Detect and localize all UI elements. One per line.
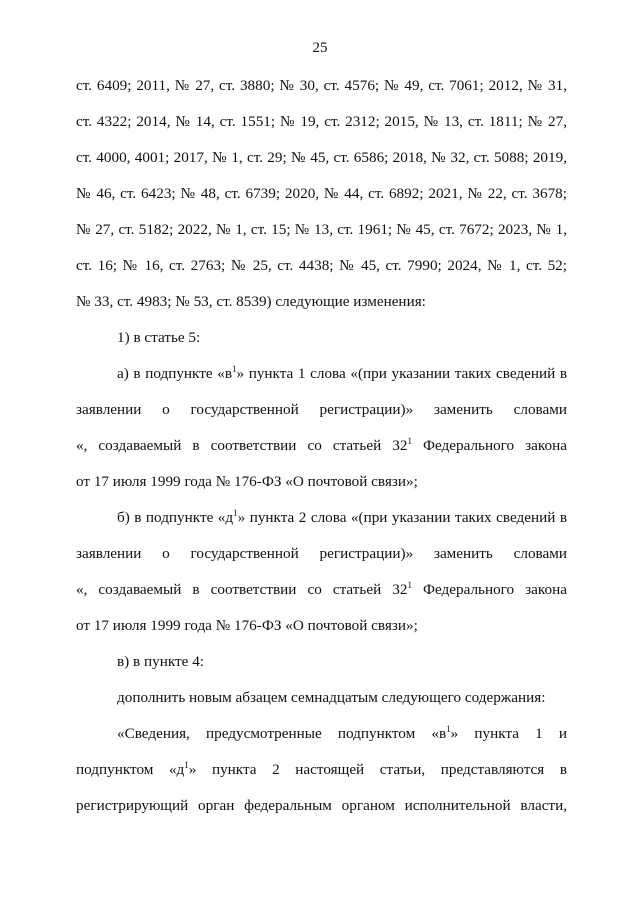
text-line: заявлении о государственной регистрации)» заменить словами: [76, 401, 567, 418]
text-segment: «, создаваемый в соответствии со статьей 32: [76, 437, 408, 454]
text-segment: «, создаваемый в соответствии со статьей 32: [76, 581, 408, 598]
text-segment: Федерального закона: [411, 581, 567, 598]
text-line: от 17 июля 1999 года № 176-ФЗ «О почтовой связи»;: [76, 617, 418, 634]
text-line: [76, 500, 567, 536]
text-line: № 33, ст. 4983; № 53, ст. 8539) следующие изменения:: [76, 293, 426, 310]
text-line: в) в пункте 4:: [117, 653, 205, 670]
text-line: [76, 572, 567, 608]
text-segment: Федерального закона: [411, 437, 567, 454]
superscript: 1: [446, 724, 451, 734]
text-line: ст. 4000, 4001; 2017, № 1, ст. 29; № 45, ст. 6586; 2018, № 32, ст. 5088; 2019,: [76, 149, 567, 166]
text-segment: » пункта 2 настоящей статьи, представляются в: [188, 761, 567, 778]
superscript: 1: [407, 580, 412, 590]
text-line: ст. 4322; 2014, № 14, ст. 1551; № 19, ст. 2312; 2015, № 13, ст. 1811; № 27,: [76, 113, 567, 130]
text-line: заявлении о государственной регистрации)» заменить словами: [76, 545, 567, 562]
text-line: № 46, ст. 6423; № 48, ст. 6739; 2020, № 44, ст. 6892; 2021, № 22, ст. 3678;: [76, 185, 567, 202]
text-segment: «Сведения, предусмотренные подпунктом «в: [117, 725, 447, 742]
text-line: ст. 16; № 16, ст. 2763; № 25, ст. 4438; № 45, ст. 7990; 2024, № 1, ст. 52;: [76, 257, 567, 274]
text-segment: а) в подпункте «в: [117, 365, 232, 382]
text-segment: подпунктом «д: [76, 761, 185, 778]
text-segment: » пункта 1 и: [450, 725, 567, 742]
text-line: ст. 6409; 2011, № 27, ст. 3880; № 30, ст. 4576; № 49, ст. 7061; 2012, № 31,: [76, 77, 567, 94]
text-segment: » пункта 1 слова «(при указании таких сведений в: [236, 365, 567, 382]
superscript: 1: [233, 508, 238, 518]
text-segment: б) в подпункте «д: [117, 509, 234, 526]
superscript: 1: [407, 436, 412, 446]
text-segment: » пункта 2 слова «(при указании таких сведений в: [237, 509, 567, 526]
text-line: 1) в статье 5:: [117, 329, 201, 346]
text-line: дополнить новым абзацем семнадцатым следующего содержания:: [117, 689, 546, 706]
page-number: 25: [312, 40, 328, 56]
text-line: [76, 356, 567, 392]
superscript: 1: [232, 364, 237, 374]
text-line: регистрирующий орган федеральным органом исполнительной власти,: [76, 797, 567, 814]
document-body: [76, 68, 567, 824]
text-line: [76, 716, 567, 752]
text-line: № 27, ст. 5182; 2022, № 1, ст. 15; № 13, ст. 1961; № 45, ст. 7672; 2023, № 1,: [76, 221, 567, 238]
text-line: [76, 428, 567, 464]
text-line: [76, 752, 567, 788]
superscript: 1: [184, 760, 189, 770]
text-line: от 17 июля 1999 года № 176-ФЗ «О почтовой связи»;: [76, 473, 418, 490]
